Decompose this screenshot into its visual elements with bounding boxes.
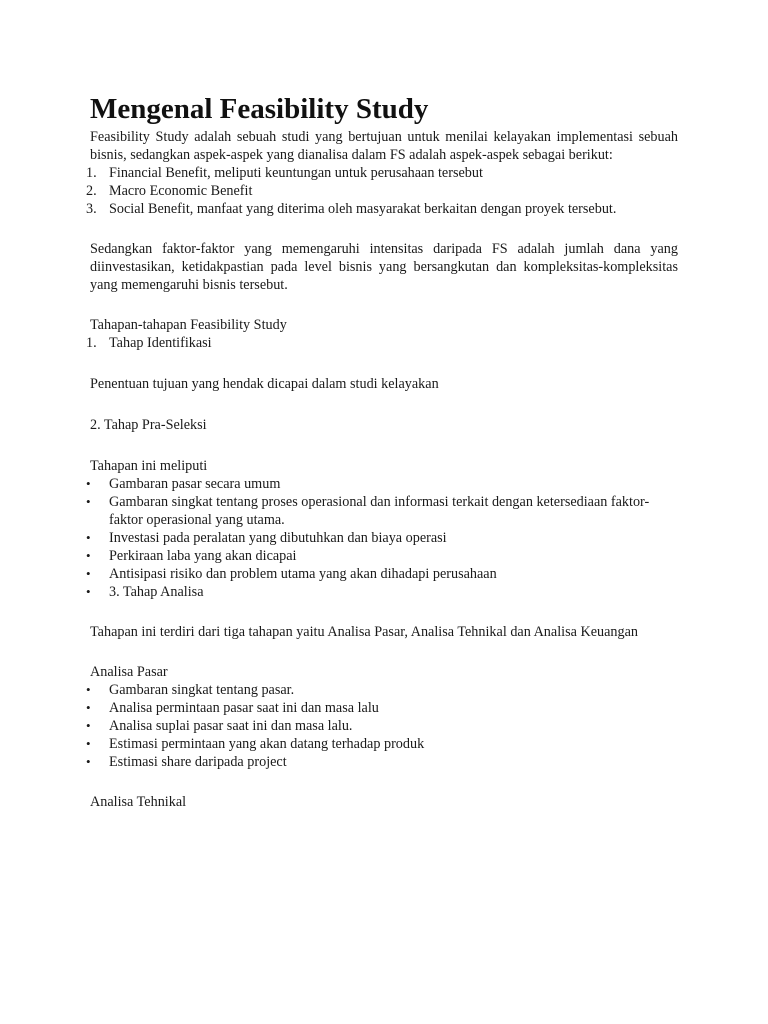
stage2-heading: 2. Tahap Pra-Seleksi <box>90 417 207 433</box>
list-item-text: Macro Economic Benefit <box>109 183 253 199</box>
list-item: • Gambaran singkat tentang proses operasional dan informasi terkait dengan ketersediaan faktor-faktor operasional yang utama. <box>90 493 678 529</box>
list-item: • Estimasi share daripada project <box>90 753 678 771</box>
stage1-description: Penentuan tujuan yang hendak dicapai dalam studi kelayakan <box>90 376 439 392</box>
list-item: • Estimasi permintaan yang akan datang terhadap produk <box>90 735 678 753</box>
list-number: 2. <box>86 183 97 199</box>
stage1-list <box>86 334 678 352</box>
list-item: • Analisa suplai pasar saat ini dan masa lalu. <box>90 717 678 735</box>
list-item-text: Social Benefit, manfaat yang diterima oleh masyarakat berkaitan dengan proyek tersebut. <box>109 201 617 217</box>
list-item <box>86 164 678 182</box>
list-number: 1. <box>86 165 97 181</box>
list-number: 3. <box>86 201 97 217</box>
list-item <box>86 182 678 200</box>
factors-paragraph: Sedangkan faktor-faktor yang memengaruhi intensitas daripada FS adalah jumlah dana yang diinvestasikan, ketidakpastian pada level bisnis yang bersangkutan dan kompleksitas-kompleksitas yang memengaruhi bisnis tersebut. <box>90 241 678 293</box>
list-item: • Perkiraan laba yang akan dicapai <box>90 547 678 565</box>
page-title: Mengenal Feasibility Study <box>90 93 429 125</box>
technical-analysis-heading: Analisa Tehnikal <box>90 794 187 810</box>
stage2-intro: Tahapan ini meliputi <box>90 458 208 474</box>
list-item: • Analisa permintaan pasar saat ini dan masa lalu <box>90 699 678 717</box>
list-item-text: Financial Benefit, meliputi keuntungan untuk perusahaan tersebut <box>109 165 483 181</box>
list-item <box>86 334 678 352</box>
list-item: • Investasi pada peralatan yang dibutuhkan dan biaya operasi <box>90 529 678 547</box>
list-item-text: Tahap Identifikasi <box>109 335 212 351</box>
market-analysis-list <box>90 681 678 771</box>
intro-paragraph: Feasibility Study adalah sebuah studi yang bertujuan untuk menilai kelayakan implementasi sebuah bisnis, sedangkan aspek-aspek yang dianalisa dalam FS adalah aspek-aspek sebagai berikut: <box>90 129 678 163</box>
list-item: • Gambaran singkat tentang pasar. <box>90 681 678 699</box>
aspects-list <box>86 164 678 218</box>
list-item: • 3. Tahap Analisa <box>90 583 678 601</box>
list-number: 1. <box>86 335 97 351</box>
stage2-bullet-list <box>90 475 678 601</box>
list-item: • Antisipasi risiko dan problem utama yang akan dihadapi perusahaan <box>90 565 678 583</box>
market-analysis-heading: Analisa Pasar <box>90 664 168 680</box>
list-item: • Gambaran pasar secara umum <box>90 475 678 493</box>
stage3-description: Tahapan ini terdiri dari tiga tahapan yaitu Analisa Pasar, Analisa Tehnikal dan Analisa Keuangan <box>90 624 638 640</box>
stages-heading: Tahapan-tahapan Feasibility Study <box>90 317 287 333</box>
list-item <box>86 200 678 218</box>
document-body <box>86 92 678 811</box>
